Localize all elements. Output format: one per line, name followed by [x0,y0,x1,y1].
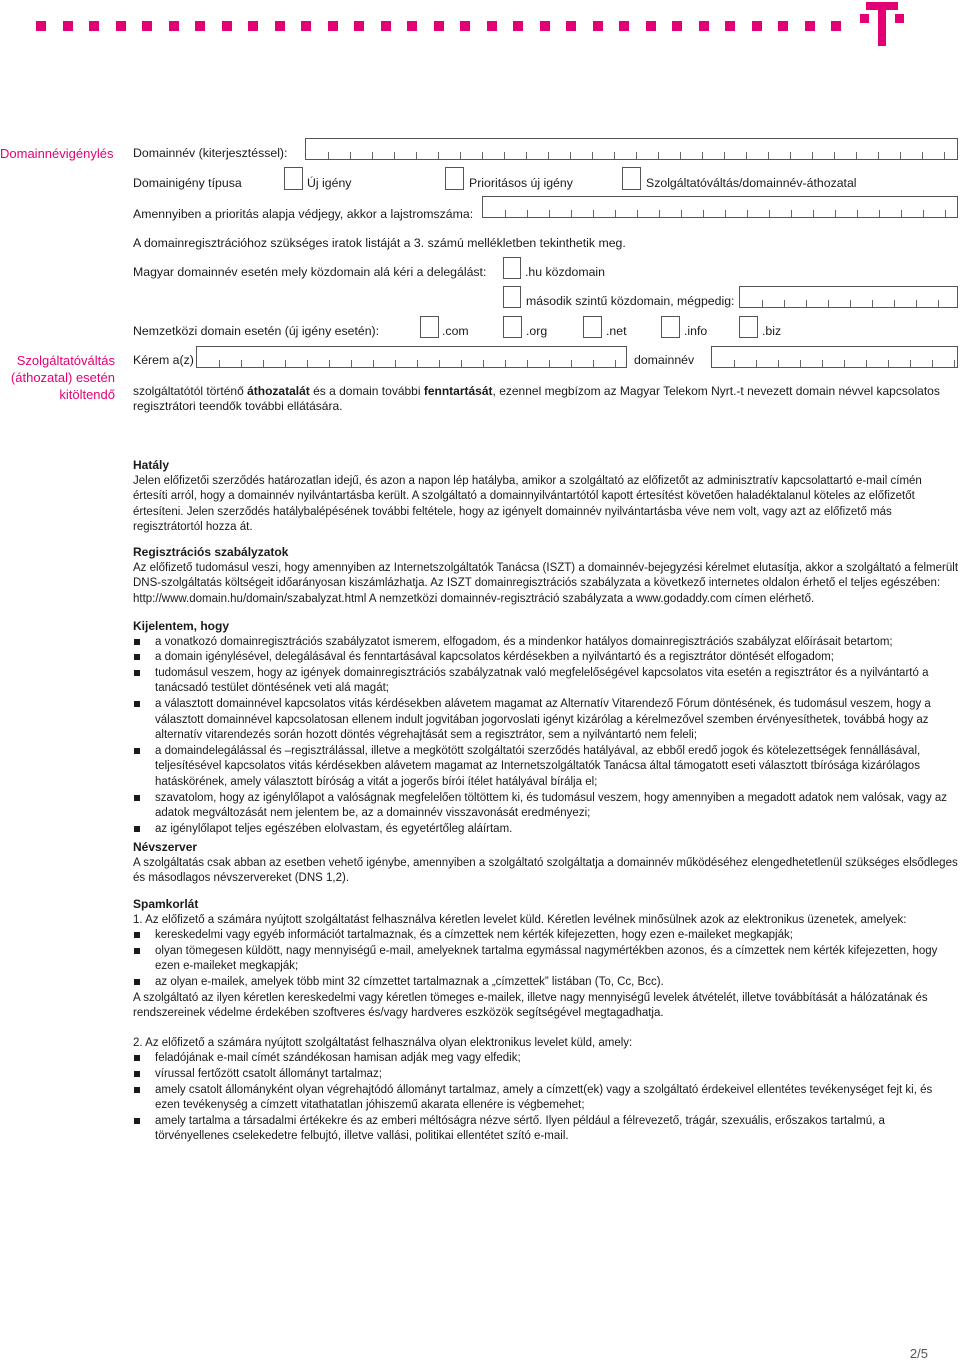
comb-tick [844,360,845,367]
trademark-comb [483,203,957,217]
comb-tick [938,300,939,307]
header-square [195,21,205,31]
comb-tick [571,210,572,217]
header-square [513,21,523,31]
spam-list-1 [133,928,958,990]
domain-name-label: Domainnév (kiterjesztéssel): [133,146,288,160]
header-square [89,21,99,31]
comb-tick [866,360,867,367]
registration-rules-title: Regisztrációs szabályzatok [133,545,289,559]
comb-tick [505,360,506,367]
second-level-field[interactable] [739,286,958,308]
comb-tick [702,152,703,159]
header-square [831,21,841,31]
second-level-comb [740,293,957,307]
comb-tick [944,152,945,159]
tld-biz-label: .biz [762,324,782,338]
comb-tick [593,210,594,217]
spam-item: az olyan e-mailek, amelyek több mint 32 címzettet tartalmaznak a „címzettek” listában (To, Cc, Bcc). [133,975,958,991]
transfer-text-1: szolgáltatótól történő [133,384,248,398]
header-square [725,21,735,31]
comb-tick [790,152,791,159]
spam-after-1: A szolgáltató az ilyen kéretlen kereskedelmi vagy kéretlen tömeges e-mailek, illetve nagy mennyiségű levelek átvételét, illetve továbbítását a hálózatának és rendszereinek védelme érdekében szoftveres és/vagy hardveres eszközök segítségével megtagadhatja. [133,991,928,1020]
previous-provider-field[interactable] [196,346,627,368]
comb-tick [593,360,594,367]
comb-tick [835,210,836,217]
spam-item: kereskedelmi vagy egyéb információt tartalmaznak, és a címzettek nem kérték kifejezetten, hogy ezen e-maileket megkapják; [133,928,958,944]
comb-tick [549,210,550,217]
declaration-item: az igénylőlapot teljes egészében elolvastam, és egyetértőleg aláírtam. [133,822,958,838]
tld-com-label: .com [442,324,469,338]
header-square [142,21,152,31]
header-square [116,21,126,31]
spam-intro-1: 1. Az előfizető a számára nyújtott szolgáltatást felhasználva kéretlen levelet küld. Kéretlen levélnek minősülnek azok az elektronikus üzenetek, amelyek: [133,913,907,926]
header-square [566,21,576,31]
comb-tick [681,210,682,217]
comb-tick [416,152,417,159]
header-square [354,21,364,31]
declaration-item: a választott domainnével kapcsolatos vitás kérdésekben alávetem magamat az Alternatív Vitarendező Fórum döntésének, és tudomásul veszem, hogy a választott domainnével kapcsolatosan ellenem indult jogvitában jogorvoslati igényt kizárólag a kérelmezővel szemben érvényesíthetek, továbbá hogy az alternatív vitarendezés során hozott döntés végrehajtását sem a regisztrátor, sem a nyilvántartó nem feleli; [133,697,958,744]
spam-item: amely csatolt állományként olyan végrehajtódó állományt tartalmaz, amely a címzett(ek) vagy a szolgáltató érdekeivel ellentétes tevékenységet fejt ki, és ezen tevékenység a címzett vitathatatlan jóhiszemű akarata ellenére is végbemehet; [133,1083,958,1114]
comb-tick [241,360,242,367]
transfer-text-3: , ezennel megbízom az Magyar Telekom Nyrt.-t nevezett domain névvel kapcsolatos regisztrátori teendők további ellátására. [133,384,940,413]
transfer-domain-comb [712,353,957,367]
transfer-label-line3: kitöltendő [59,387,115,402]
header-square [63,21,73,31]
trademark-number-field[interactable] [482,196,958,218]
comb-tick [800,360,801,367]
comb-tick [637,210,638,217]
header-square [619,21,629,31]
declaration-item: a vonatkozó domainregisztrációs szabályzatot ismerem, elfogadom, és a mindenkor hatályos domainregisztrációs szabályzat előírásait betartom; [133,635,958,651]
header-square [460,21,470,31]
tld-net-checkbox[interactable] [583,316,602,338]
comb-tick [417,360,418,367]
comb-tick [549,360,550,367]
header-square [222,21,232,31]
tld-info-checkbox[interactable] [661,316,680,338]
new-request-label: Új igény [307,176,352,190]
header-square [487,21,497,31]
header-square [540,21,550,31]
comb-tick [923,210,924,217]
comb-tick [778,360,779,367]
spam-title: Spamkorlát [133,897,199,911]
transfer-label-line1: Szolgáltatóváltás [16,353,115,368]
registration-rules-section [133,545,958,607]
comb-tick [768,152,769,159]
comb-tick [703,210,704,217]
header-square [805,21,815,31]
comb-tick [504,152,505,159]
comb-tick [769,210,770,217]
header-square [646,21,656,31]
comb-tick [813,210,814,217]
provider-comb [197,353,626,367]
telekom-logo [860,0,904,50]
comb-tick [910,360,911,367]
comb-tick [461,360,462,367]
comb-tick [954,360,955,367]
comb-tick [762,300,763,307]
comb-tick [527,210,528,217]
comb-tick [922,152,923,159]
domain-word-label: domainnév [634,353,695,367]
trademark-label: Amennyiben a prioritás alapja védjegy, akkor a lajstromszáma: [133,207,474,221]
comb-tick [888,360,889,367]
comb-tick [894,300,895,307]
comb-tick [395,360,396,367]
comb-tick [856,152,857,159]
comb-tick [680,152,681,159]
comb-tick [724,152,725,159]
comb-tick [916,300,917,307]
intl-domain-label: Nemzetközi domain esetén (új igény esetén): [133,324,380,338]
comb-tick [548,152,549,159]
comb-tick [526,152,527,159]
comb-tick [328,152,329,159]
declaration-item: a domaindelegálással és –regisztrálással, illetve a megkötött szolgáltatói szerződés hatályával, az ebből eredő jogok és kötelezettségek fennállásával, teljesítésével kapcsolatos vitás kérdésekben alávetem magamat az Internetszolgáltatók Tanácsa által támogatott eseti választott tbírósága kizárólagos hatáskörének, amely választott bíróság a vitát a jogerős bírói ítélet hatályával bírálja el; [133,744,958,791]
comb-tick [615,360,616,367]
registration-rules-text: Az előfizető tudomásul veszi, hogy amennyiben az Internetszolgáltatók Tanácsa (ISZT) a domainnév-bejegyzési kérelmet elutasítja, akkor a szolgáltató a felmerült DNS-szolgáltatás költségeit időarányosan kiszámlázhatja. Az ISZT domainregisztrációs szabályzata a következő internetes oldalon érhető el teljes egészében: http://www.domain.hu/domain/szabalyzat.html A nemzetközi domainnév-regisztráció szabályzata a www.godaddy.com címen elérhető. [133,561,959,605]
comb-tick [822,360,823,367]
comb-tick [857,210,858,217]
comb-tick [834,152,835,159]
comb-tick [872,300,873,307]
second-level-label: második szintű közdomain, mégpedig: [526,294,735,308]
comb-tick [828,300,829,307]
page-number: 2/5 [909,1346,928,1361]
declaration-item: szavatolom, hogy az igénylőlapot a valóságnak megfelelően töltöttem ki, és tudomásul veszem, hogy amennyiben a megadott adatok nem valósak, vagy az adatok megváltozását nem jelentem be, az a domainnév visszavonását eredményezi; [133,791,958,822]
comb-tick [483,360,484,367]
comb-tick [658,152,659,159]
tld-net-label: .net [606,324,627,338]
nameserver-section [133,840,958,887]
scope-text: Jelen előfizetői szerződés határozatlan idejű, és azon a napon lép hatályba, amikor a szolgáltató az előfizetőt az adminisztratív kapcsolattartó e-mail címén értesíti arról, hogy a domainnév nyilvántartásba került. A szolgáltató a domainnyilvántartótól kapott értesítést követően haladéktalanul köteles az előfizetőt értesíteni. Jelen szerződés hatálybalépésének további feltétele, hogy az igényelt domainnév nyilvántartásba véve nem volt, vagy azt az előfizető más regisztrátortól hozza át. [133,474,922,534]
comb-tick [659,210,660,217]
comb-tick [734,360,735,367]
request-type-label: Domainigény típusa [133,176,242,190]
section-label-transfer [0,352,115,403]
comb-tick [219,360,220,367]
comb-tick [263,360,264,367]
declaration-item: a domain igénylésével, delegálásával és fenntartásával kapcsolatos kérdésekben a nyilvántartó és a regisztrátor döntését elfogadom; [133,650,958,666]
comb-tick [285,360,286,367]
comb-tick [756,360,757,367]
comb-tick [307,360,308,367]
comb-tick [747,210,748,217]
transfer-request-checkbox[interactable] [622,167,641,190]
comb-tick [901,210,902,217]
tld-info-label: .info [684,324,708,338]
comb-tick [482,152,483,159]
transfer-request-prefix: Kérem a(z) [133,353,194,367]
comb-tick [570,152,571,159]
header-square [328,21,338,31]
comb-tick [351,360,352,367]
comb-tick [945,210,946,217]
header-square [301,21,311,31]
comb-tick [571,360,572,367]
comb-tick [746,152,747,159]
header-square [593,21,603,31]
declarations-section [133,619,958,837]
comb-tick [878,152,879,159]
comb-tick [394,152,395,159]
comb-tick [439,360,440,367]
header-square [36,21,46,31]
comb-tick [725,210,726,217]
comb-tick [438,152,439,159]
header-square [699,21,709,31]
new-request-checkbox[interactable] [284,167,303,190]
spam-item: amely tartalma a társadalmi értékekre és az emberi méltóságra nézve sértő. Ilyen például a félrevezető, trágár, szexuális, erőszakos tartalmú, a törvényellenes cselekedetre felbujtó, illetve vallási, politikai ellentétet szító e-mail. [133,1114,958,1145]
scope-section [133,458,958,536]
spam-item: feladójának e-mail címét szándékosan hamisan adják meg vagy elfedik; [133,1051,958,1067]
comb-tick [784,300,785,307]
header-square [778,21,788,31]
domain-name-field[interactable] [305,138,958,160]
spam-intro-2: 2. Az előfizető a számára nyújtott szolgáltatást felhasználva olyan elektronikus levelet küld, amely: [133,1036,633,1049]
header-square [248,21,258,31]
second-level-checkbox[interactable] [503,286,521,308]
comb-tick [791,210,792,217]
tld-com-checkbox[interactable] [420,316,439,338]
spam-section [133,897,958,1145]
comb-tick [614,152,615,159]
declarations-title: Kijelentem, hogy [133,619,230,633]
transfer-request-label: Szolgáltatóváltás/domainnév-áthozatal [646,176,857,190]
nameserver-text: A szolgáltatás csak abban az esetben vehető igénybe, amennyiben a szolgáltató szolgáltatja a domainnév működéséhez elengedhetetlenül szükséges elsődleges és másodlagos névszervereket (DNS 1,2). [133,856,958,885]
header-square [381,21,391,31]
comb-tick [806,300,807,307]
comb-tick [812,152,813,159]
transfer-authorization-text [133,384,958,414]
hu-domain-label: .hu közdomain [525,265,605,279]
hu-domain-checkbox[interactable] [503,257,521,279]
tld-org-checkbox[interactable] [503,316,522,338]
section-label-domain-request: Domainnévigénylés [0,146,114,161]
comb-tick [329,360,330,367]
comb-tick [460,152,461,159]
spam-item: vírussal fertőzött csatolt állományt tartalmaz; [133,1067,958,1083]
comb-tick [372,152,373,159]
comb-tick [505,210,506,217]
comb-tick [527,360,528,367]
comb-tick [879,210,880,217]
tld-org-label: .org [526,324,548,338]
comb-tick [850,300,851,307]
nameserver-title: Névszerver [133,840,198,854]
priority-request-checkbox[interactable] [445,167,464,190]
header-square [169,21,179,31]
transfer-text-bold-2: fenntartását [423,384,493,398]
header-square [407,21,417,31]
comb-tick [636,152,637,159]
declaration-item: tudomásul veszem, hogy az igények domainregisztrációs szabályzatnak való megfelelőségével kapcsolatos vita esetén a regisztrátor és a nyilvántartó a tanácsadó testület döntésének veti alá magát; [133,666,958,697]
header-square [752,21,762,31]
spam-item: olyan tömegesen küldött, nagy mennyiségű e-mail, amelyeknek tartalma egymással nagymértékben azonos, és a címzettek nem kérték kifejezetten, hogy ezen e-maileket megkapják; [133,944,958,975]
header-square [434,21,444,31]
domain-name-comb [306,145,957,159]
scope-title: Hatály [133,458,170,472]
priority-request-label: Prioritásos új igény [469,176,573,190]
header-square [672,21,682,31]
comb-tick [615,210,616,217]
transfer-text-2: és a domain további [309,384,424,398]
transfer-label-line2: (áthozatal) esetén [10,370,115,385]
comb-tick [592,152,593,159]
comb-tick [373,360,374,367]
spam-list-2 [133,1051,958,1145]
transfer-domain-field[interactable] [711,346,958,368]
comb-tick [932,360,933,367]
comb-tick [350,152,351,159]
documents-note: A domainregisztrációhoz szükséges iratok listáját a 3. számú mellékletben tekinthetik meg. [133,236,626,250]
comb-tick [900,152,901,159]
hu-subdomain-label: Magyar domainnév esetén mely közdomain alá kéri a delegálást: [133,265,487,279]
header-square [275,21,285,31]
tld-biz-checkbox[interactable] [739,316,758,338]
declarations-list [133,635,958,838]
transfer-text-bold-1: áthozatalát [247,384,310,398]
